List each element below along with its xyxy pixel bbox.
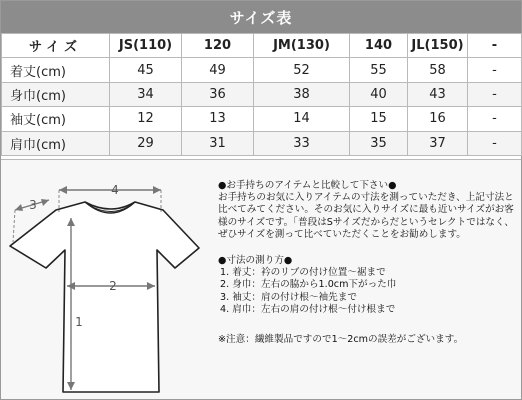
- table-cell: 34: [110, 82, 182, 106]
- table-cell: 33: [254, 131, 350, 155]
- measurement-notes: [218, 180, 518, 346]
- table-row: [2, 131, 522, 155]
- table-cell: 40: [350, 82, 408, 106]
- measure-heading: ●寸法の測り方●: [218, 255, 293, 267]
- tshirt-diagram: [1, 160, 211, 399]
- table-cell: -: [468, 107, 522, 131]
- header-size: 120: [182, 34, 254, 58]
- table-cell: -: [468, 82, 522, 106]
- list-item: 3. 袖丈：肩の付け根～袖先まで: [220, 291, 357, 303]
- header-size: JL(150): [408, 34, 468, 58]
- measurement-section: [1, 160, 521, 399]
- list-item: 4. 肩巾：左右の肩の付け根～付け根まで: [220, 303, 396, 315]
- table-cell: 45: [110, 58, 182, 82]
- row-label: 身巾(cm): [2, 82, 110, 106]
- table-cell: 43: [408, 82, 468, 106]
- table-cell: 29: [110, 131, 182, 155]
- row-label: 袖丈(cm): [2, 107, 110, 131]
- list-item: 1. 着丈：衿のリブの付け位置～裾まで: [220, 267, 386, 279]
- table-cell: 14: [254, 107, 350, 131]
- table-cell: 36: [182, 82, 254, 106]
- table-cell: 16: [408, 107, 468, 131]
- table-cell: 12: [110, 107, 182, 131]
- row-label: 肩巾(cm): [2, 131, 110, 155]
- label-sleeve: 3: [29, 198, 37, 212]
- table-header-row: [2, 34, 522, 58]
- header-size-label: サイズ: [2, 34, 110, 58]
- header-size: 140: [350, 34, 408, 58]
- table-cell: 35: [350, 131, 408, 155]
- size-chart-title: サイズ表: [1, 1, 521, 33]
- tshirt-icon: [1, 160, 211, 399]
- table-row: [2, 58, 522, 82]
- table-cell: 52: [254, 58, 350, 82]
- table-cell: 38: [254, 82, 350, 106]
- label-body-width: 2: [109, 279, 117, 293]
- table-cell: 49: [182, 58, 254, 82]
- table-cell: -: [468, 131, 522, 155]
- label-length: 1: [75, 315, 83, 329]
- table-row: [2, 82, 522, 106]
- label-shoulder: 4: [111, 183, 119, 197]
- table-cell: 37: [408, 131, 468, 155]
- table-cell: 31: [182, 131, 254, 155]
- table-cell: 15: [350, 107, 408, 131]
- table-cell: 58: [408, 58, 468, 82]
- table-row: [2, 107, 522, 131]
- compare-heading: ●お手持ちのアイテムと比較して下さい●: [218, 180, 397, 191]
- table-cell: -: [468, 58, 522, 82]
- measure-list: [218, 267, 518, 316]
- caution-text: ※注意：繊維製品ですので1～2cmの誤差がございます。: [218, 334, 464, 346]
- row-label: 着丈(cm): [2, 58, 110, 82]
- table-cell: 13: [182, 107, 254, 131]
- size-table: [1, 33, 522, 156]
- list-item: 2. 身巾：左右の脇から1.0cm下がった巾: [220, 279, 397, 291]
- header-size: JS(110): [110, 34, 182, 58]
- header-size: -: [468, 34, 522, 58]
- header-size: JM(130): [254, 34, 350, 58]
- compare-text: お手持ちのお気に入りアイテムの寸法を測っていただき、上記寸法と比べてみてください。そのお気に入りサイズに最も近いサイズがお客様のサイズです。「普段はSサイズだからだというセレクトではなく、ぜひサイズを測って比べていただくことをお勧めします。: [218, 192, 515, 240]
- table-cell: 55: [350, 58, 408, 82]
